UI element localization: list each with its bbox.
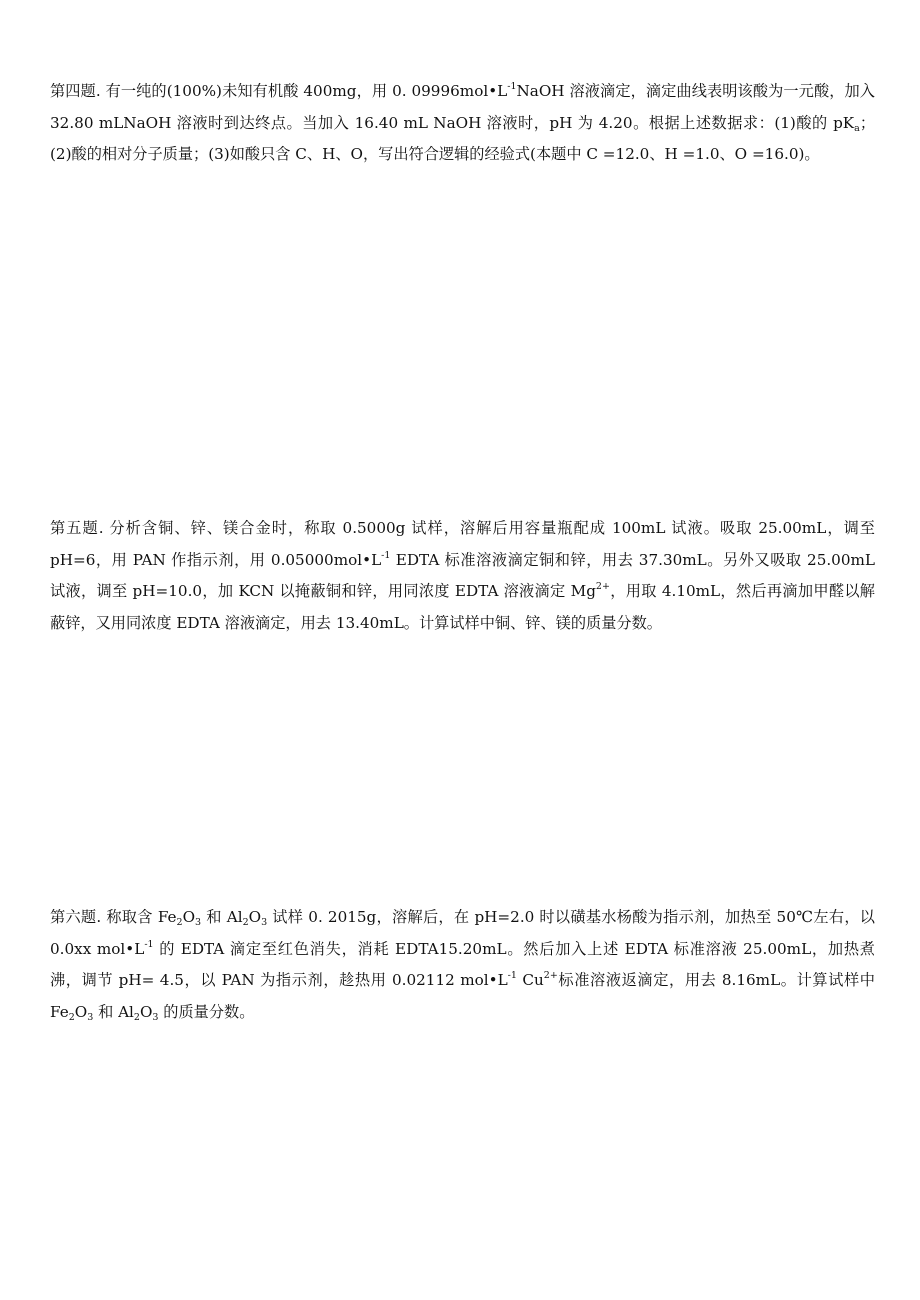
- text-run: 第四题. 有一纯的(100%)未知有机酸 400mg，用 0. 09996mol•L: [50, 82, 508, 100]
- text-run: 的质量分数。: [158, 1002, 255, 1021]
- text-run: EDTA 标准溶液滴定铜和锌，用去 37.30mL。另外又吸取 25.00mL 试液，调至 pH=10.0，加 KCN 以掩蔽铜和锌，用同浓度 EDTA 溶液滴定 Mg: [50, 550, 875, 600]
- text-run: 和 Al: [201, 908, 243, 926]
- text-run: 试样 0. 2015g，溶解后，在 pH=2.0 时以磺基水杨酸为指示剂，加热至 50℃左右，以 0.0xx mol•L: [50, 908, 875, 958]
- text-run: 第五题. 分析含铜、锌、镁合金时，称取 0.5000g 试样，溶解后用容量瓶配成 100mL 试液。吸取 25.00mL，调至 pH=6，用 PAN 作指示剂，用 0.05000mol•L: [50, 519, 875, 569]
- text-run: Cu: [516, 971, 544, 989]
- subscript: 2: [68, 1011, 75, 1023]
- subscript: a: [854, 122, 860, 134]
- subscript: 3: [152, 1011, 159, 1023]
- superscript: -1: [507, 81, 517, 92]
- subscript: 3: [195, 917, 202, 928]
- text-run: O: [74, 1002, 88, 1021]
- superscript: -1: [144, 938, 154, 950]
- text-run: O: [139, 1002, 153, 1021]
- text-run: 第六题. 称取含 Fe: [50, 908, 177, 926]
- problem-4-text: [50, 76, 875, 171]
- subscript: 3: [261, 917, 268, 928]
- subscript: 2: [242, 917, 249, 928]
- subscript: 2: [133, 1011, 140, 1023]
- problem-6-text: [50, 902, 875, 1028]
- text-run: O: [248, 908, 262, 926]
- superscript: 2+: [543, 970, 558, 981]
- superscript: -1: [507, 970, 517, 981]
- text-run: ，用取 4.10mL，然后再滴加甲醛以解蔽锌，又用同浓度 EDTA 溶液滴定，用去 13.40mL。计算试样中铜、锌、镁的质量分数。: [50, 582, 875, 632]
- subscript: 3: [87, 1011, 94, 1023]
- text-run: 和 Al: [93, 1002, 134, 1021]
- text-run: ；(2)酸的相对分子质量；(3)如酸只含 C、H、O，写出符合逻辑的经验式(本题中 C =12.0、H =1.0、O =16.0)。: [50, 113, 875, 163]
- text-run: O: [182, 908, 196, 926]
- text-run: 标准溶液返滴定，用去 8.16mL。计算试样中 Fe: [50, 971, 875, 1021]
- problem-5-text: [50, 513, 875, 639]
- text-run: NaOH 溶液滴定，滴定曲线表明该酸为一元酸，加入 32.80 mLNaOH 溶液时到达终点。当加入 16.40 mL NaOH 溶液时，pH 为 4.20。根据上述数据求：(1)酸的 pK: [50, 82, 875, 132]
- superscript: 2+: [595, 581, 610, 592]
- subscript: 2: [176, 917, 183, 928]
- superscript: -1: [381, 549, 391, 561]
- text-run: 的 EDTA 滴定至红色消失，消耗 EDTA15.20mL。然后加入上述 EDTA 标准溶液 25.00mL，加热煮沸，调节 pH= 4.5，以 PAN 为指示剂，趁热用 0.02112 mol•L: [50, 939, 875, 989]
